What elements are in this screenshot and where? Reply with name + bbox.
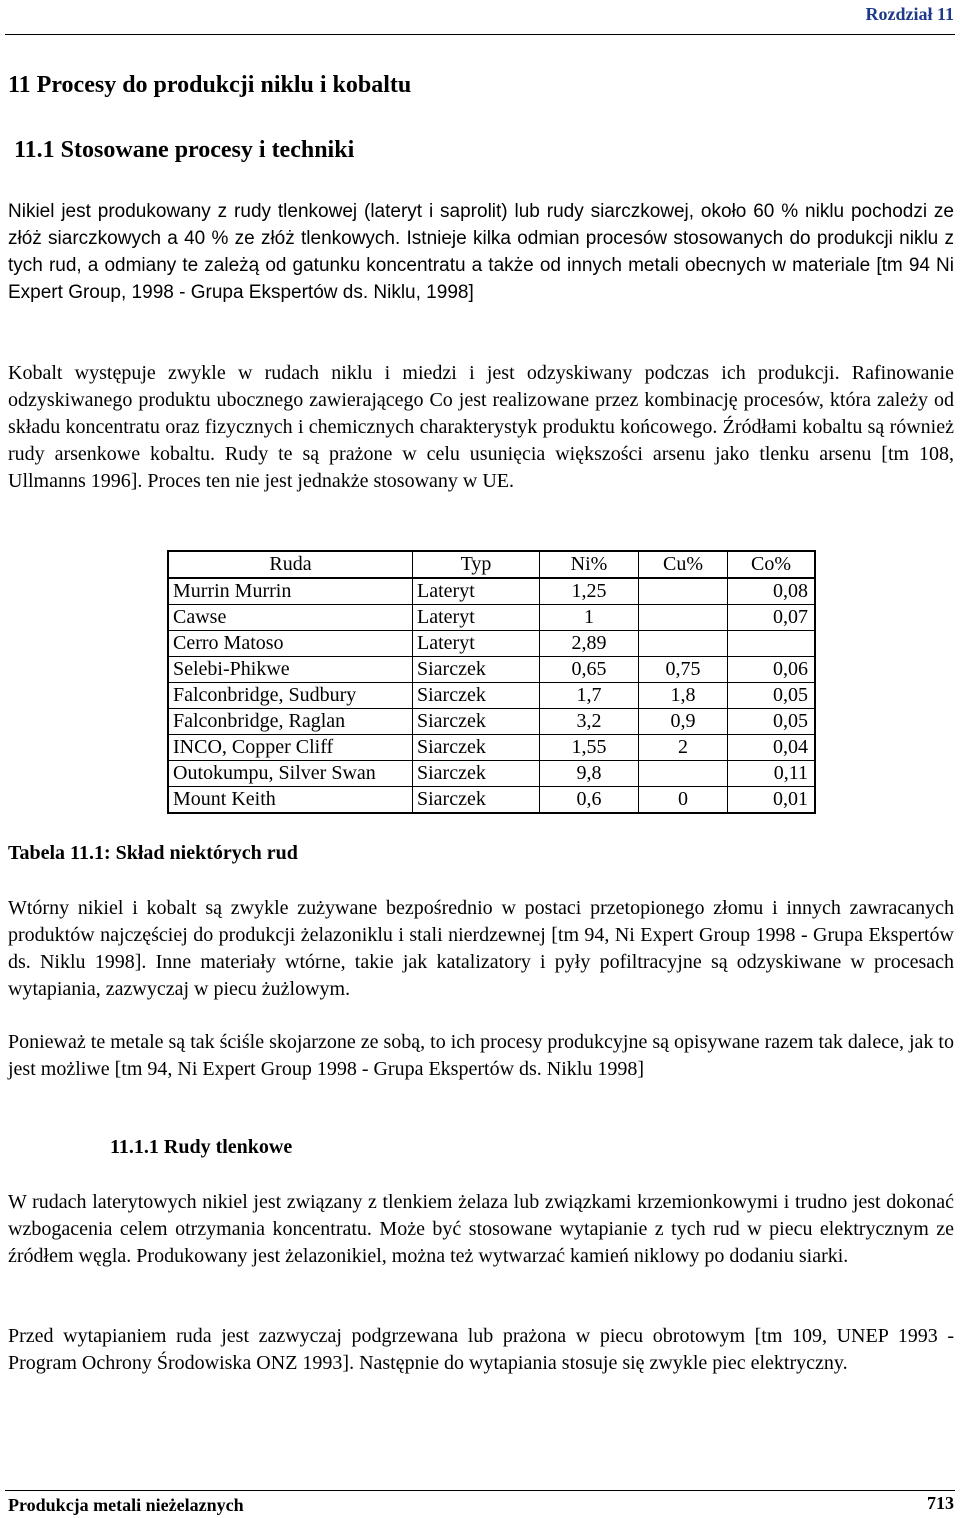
cell-ni: 2,89 [540,631,639,657]
table-header-row [168,551,815,578]
cell-typ: Siarczek [413,709,540,735]
footer-document-title: Produkcja metali nieżelaznych [8,1495,244,1515]
cell-ruda: Cerro Matoso [168,631,413,657]
paragraph-secondary-nickel: Wtórny nikiel i kobalt są zwykle zużywane bezpośrednio w postaci przetopionego złomu i innych zawracanych produktów najczęściej do produkcji żelazoniklu i stali nierdzewnej [tm 94, Ni Expert Group 1998 - Grupa Ekspertów ds. Niklu 1998]. Inne materiały wtórne, takie jak katalizatory i pyły pofiltracyjne są odzyskiwane w procesach wytapiania, zazwyczaj w piecu żużlowym. [8,897,954,1000]
cell-co: 0,05 [728,683,816,709]
chapter-title: 11 Procesy do produkcji niklu i kobaltu [8,72,412,98]
col-header-co: Co% [728,551,816,578]
table-row [168,735,815,761]
table-row [168,761,815,787]
table-row [168,709,815,735]
cell-typ: Lateryt [413,631,540,657]
cell-ruda: Cawse [168,605,413,631]
subsection-title: 11.1.1 Rudy tlenkowe [110,1136,293,1158]
section-title: 11.1 Stosowane procesy i techniki [14,137,355,163]
cell-ruda: Falconbridge, Raglan [168,709,413,735]
table-row [168,657,815,683]
cell-ni: 1,7 [540,683,639,709]
cell-co: 0,04 [728,735,816,761]
cell-ruda: INCO, Copper Cliff [168,735,413,761]
cell-co: 0,06 [728,657,816,683]
cell-cu: 0,75 [639,657,728,683]
col-header-ruda: Ruda [168,551,413,578]
cell-cu [639,578,728,605]
table-row [168,578,815,605]
table-row [168,605,815,631]
cell-co: 0,08 [728,578,816,605]
cell-co: 0,05 [728,709,816,735]
cell-ni: 1,55 [540,735,639,761]
cell-ni: 1,25 [540,578,639,605]
cell-ni: 0,65 [540,657,639,683]
cell-co: 0,11 [728,761,816,787]
table-row [168,683,815,709]
cell-ni: 9,8 [540,761,639,787]
cell-cu: 2 [639,735,728,761]
cell-co: 0,07 [728,605,816,631]
cell-cu [639,761,728,787]
cell-ruda: Selebi-Phikwe [168,657,413,683]
cell-ni: 1 [540,605,639,631]
table-caption: Tabela 11.1: Skład niektórych rud [8,842,298,864]
cell-ni: 3,2 [540,709,639,735]
cell-cu: 1,8 [639,683,728,709]
cell-ruda: Mount Keith [168,787,413,814]
cell-cu: 0,9 [639,709,728,735]
table-row [168,787,815,814]
col-header-typ: Typ [413,551,540,578]
cell-typ: Lateryt [413,578,540,605]
header-divider [5,34,955,35]
col-header-cu: Cu% [639,551,728,578]
chapter-header: Rozdział 11 [865,4,954,24]
cell-typ: Lateryt [413,605,540,631]
cell-cu: 0 [639,787,728,814]
paragraph-combined-processes: Ponieważ te metale są tak ściśle skojarzone ze sobą, to ich procesy produkcyjne są opisywane razem tak dalece, jak to jest możliwe [tm 94, Ni Expert Group 1998 - Grupa Ekspertów ds. Niklu 1998] [8,1031,954,1080]
page-number: 713 [927,1493,954,1513]
cell-cu [639,605,728,631]
paragraph-preheating: Przed wytapianiem ruda jest zazwyczaj podgrzewana lub prażona w piecu obrotowym [tm 109, UNEP 1993 - Program Ochrony Środowiska ONZ 1993]. Następnie do wytapiania stosuje się zwykle piec elektryczny. [8,1325,954,1374]
cell-typ: Siarczek [413,735,540,761]
paragraph-cobalt: Kobalt występuje zwykle w rudach niklu i miedzi i jest odzyskiwany podczas ich produkcji. Rafinowanie odzyskiwanego produktu ubocznego zawierającego Co jest realizowane przez kombinację procesów, która zależy od składu koncentratu oraz fizycznych i chemicznych charakterystyk produktu końcowego. Źródłami kobaltu są również rudy arsenkowe kobaltu. Rudy te są prażone w celu usunięcia większości arsenu jako tlenku arsenu [tm 108, Ullmanns 1996]. Proces ten nie jest jednakże stosowany w UE. [8,362,954,492]
ore-composition-table [167,550,816,814]
paragraph-laterite-ores: W rudach laterytowych nikiel jest związany z tlenkiem żelaza lub związkami krzemionkowymi i trudno jest dokonać wzbogacenia celem otrzymania koncentratu. Może być stosowane wytapianie z tych rud w piecu elektrycznym ze źródłem węgla. Produkowany jest żelazonikiel, można też wytwarzać kamień niklowy po dodaniu siarki. [8,1191,954,1267]
cell-cu [639,631,728,657]
paragraph-nickel-sources: Nikiel jest produkowany z rudy tlenkowej (lateryt i saprolit) lub rudy siarczkowej, około 60 % niklu pochodzi ze złóż siarczkowych a 40 % ze złóż tlenkowych. Istnieje kilka odmian procesów stosowanych do produkcji niklu z tych rud, a odmiany te zależą od gatunku koncentratu a także od innych metali obecnych w materiale [tm 94 Ni Expert Group, 1998 - Grupa Ekspertów ds. Niklu, 1998] [8,201,954,303]
cell-co: 0,01 [728,787,816,814]
cell-typ: Siarczek [413,761,540,787]
table-row [168,631,815,657]
cell-typ: Siarczek [413,787,540,814]
cell-ruda: Murrin Murrin [168,578,413,605]
cell-typ: Siarczek [413,683,540,709]
cell-ni: 0,6 [540,787,639,814]
cell-co [728,631,816,657]
cell-ruda: Falconbridge, Sudbury [168,683,413,709]
footer-divider [5,1490,955,1491]
cell-typ: Siarczek [413,657,540,683]
col-header-ni: Ni% [540,551,639,578]
cell-ruda: Outokumpu, Silver Swan [168,761,413,787]
